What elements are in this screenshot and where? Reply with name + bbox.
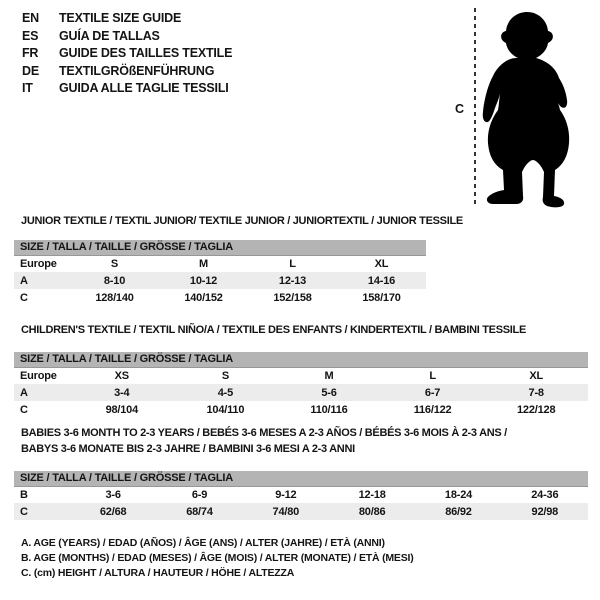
size-value-cell: M — [324, 369, 334, 382]
section-title-line: BABYS 3-6 MONATE BIS 2-3 JAHRE / BAMBINI 3-6 MESI A 2-3 ANNI — [21, 443, 355, 455]
size-value-cell: XL — [374, 257, 389, 270]
language-code: FR — [22, 46, 39, 60]
size-value-cell: 158/170 — [362, 291, 401, 304]
table-header-label: SIZE / TALLA / TAILLE / GRÖSSE / TAGLIA — [14, 240, 426, 255]
language-row — [22, 28, 232, 46]
size-value-cell: 110/116 — [310, 403, 348, 416]
table-row — [14, 289, 426, 306]
size-value-cell: 86/92 — [415, 503, 501, 520]
size-value-cell: 92/98 — [502, 503, 588, 520]
language-row — [22, 10, 232, 28]
junior-section-title — [21, 214, 463, 228]
size-value-cell: 12-18 — [358, 488, 386, 501]
size-value-cell: S — [110, 257, 119, 270]
babies-size-table — [14, 471, 588, 520]
size-value-cell: 5-6 — [277, 384, 381, 401]
size-value-cell: 152/158 — [273, 291, 312, 304]
language-code: DE — [22, 63, 39, 78]
table-header-label: SIZE / TALLA / TAILLE / GRÖSSE / TAGLIA — [14, 471, 588, 486]
baby-silhouette-icon — [481, 10, 571, 208]
size-value-cell: L — [289, 257, 296, 270]
language-list — [22, 10, 232, 98]
size-value-cell: 6-7 — [381, 384, 485, 401]
table-row — [14, 367, 588, 384]
size-value-cell: 122/128 — [517, 403, 556, 416]
size-value-cell: 80/86 — [329, 503, 415, 520]
size-value-cell: 140/152 — [184, 291, 223, 304]
size-value-cell: XS — [114, 369, 129, 382]
size-value-cell: 10-12 — [159, 272, 248, 289]
height-dashed-line — [474, 8, 476, 208]
row-label: B — [20, 488, 28, 501]
language-title: GUIDE DES TAILLES TEXTILE — [59, 46, 233, 60]
size-value-cell: 14-16 — [337, 272, 426, 289]
language-title: GUIDA ALLE TAGLIE TESSILI — [59, 81, 229, 95]
table-header-row — [14, 471, 588, 486]
children-section-title — [21, 323, 588, 337]
language-title: TEXTILE SIZE GUIDE — [59, 11, 182, 25]
size-value-cell: S — [221, 369, 229, 382]
junior-size-table — [14, 240, 426, 306]
row-label: C — [20, 291, 28, 304]
language-code: ES — [22, 28, 39, 43]
table-row — [14, 272, 426, 289]
size-value-cell: 7-8 — [484, 384, 588, 401]
language-code: IT — [22, 81, 33, 95]
size-value-cell: 18-24 — [444, 488, 473, 501]
row-label: Europe — [20, 369, 57, 382]
row-label: A — [14, 272, 70, 289]
row-label: C — [20, 403, 28, 416]
size-value-cell: 3-4 — [70, 384, 174, 401]
size-value-cell: L — [429, 369, 436, 382]
legend-notes — [21, 536, 414, 582]
size-value-cell: 68/74 — [156, 503, 242, 520]
section-title-line: JUNIOR TEXTILE / TEXTIL JUNIOR/ TEXTILE JUNIOR / JUNIORTEXTIL / JUNIOR TESSILE — [21, 215, 463, 227]
table-header-label: SIZE / TALLA / TAILLE / GRÖSSE / TAGLIA — [14, 352, 588, 367]
children-size-table — [14, 352, 588, 418]
table-header-row — [14, 352, 588, 367]
size-value-cell: 8-10 — [70, 272, 159, 289]
size-value-cell: XL — [529, 369, 544, 382]
language-row — [22, 45, 232, 63]
language-title: TEXTILGRÖßENFÜHRUNG — [59, 63, 215, 78]
language-code: EN — [22, 11, 39, 25]
footnote-age-months: B. AGE (MONTHS) / EDAD (MESES) / ÂGE (MOIS) / ALTER (MONATE) / ETÀ (MESI) — [21, 552, 414, 565]
babies-section-title — [21, 425, 588, 457]
size-value-cell: 12-13 — [248, 272, 337, 289]
row-label: A — [14, 384, 70, 401]
section-title-line: BABIES 3-6 MONTH TO 2-3 YEARS / BEBÉS 3-6 MESES A 2-3 AÑOS / BÉBÉS 3-6 MOIS À 2-3 ANS / — [21, 427, 507, 439]
size-value-cell: 104/110 — [206, 403, 245, 416]
footnote-age-years: A. AGE (YEARS) / EDAD (AÑOS) / ÂGE (ANS) / ALTER (JAHRE) / ETÀ (ANNI) — [21, 537, 385, 549]
size-value-cell: 4-5 — [174, 384, 278, 401]
size-value-cell: 9-12 — [275, 488, 297, 501]
language-title: GUÍA DE TALLAS — [59, 28, 160, 43]
size-value-cell: M — [199, 257, 208, 270]
babies-size-section — [14, 425, 588, 520]
table-row — [14, 384, 588, 401]
size-value-cell: 128/140 — [95, 291, 134, 304]
language-row — [22, 80, 232, 98]
size-value-cell: 62/68 — [70, 503, 156, 520]
section-title-line: CHILDREN'S TEXTILE / TEXTIL NIÑO/A / TEXTILE DES ENFANTS / KINDERTEXTIL / BAMBINI TESSILE — [21, 324, 526, 336]
junior-size-section — [14, 214, 463, 306]
table-row — [14, 255, 426, 272]
table-row — [14, 401, 588, 418]
size-value-cell: 3-6 — [105, 488, 121, 501]
children-size-section — [14, 323, 588, 418]
size-value-cell: 116/122 — [413, 403, 452, 416]
size-value-cell: 24-36 — [531, 488, 559, 501]
row-label: Europe — [20, 257, 57, 270]
table-row — [14, 503, 588, 520]
baby-height-figure — [440, 0, 600, 220]
size-value-cell: 98/104 — [105, 403, 139, 416]
table-row — [14, 486, 588, 503]
row-label: C — [14, 503, 70, 520]
size-value-cell: 6-9 — [191, 488, 208, 501]
footnote-height-cm: C. (cm) HEIGHT / ALTURA / HAUTEUR / HÖHE / ALTEZZA — [21, 567, 295, 580]
table-header-row — [14, 240, 426, 255]
language-row — [22, 63, 232, 81]
height-measure-label: C — [455, 102, 464, 116]
size-value-cell: 74/80 — [243, 503, 329, 520]
